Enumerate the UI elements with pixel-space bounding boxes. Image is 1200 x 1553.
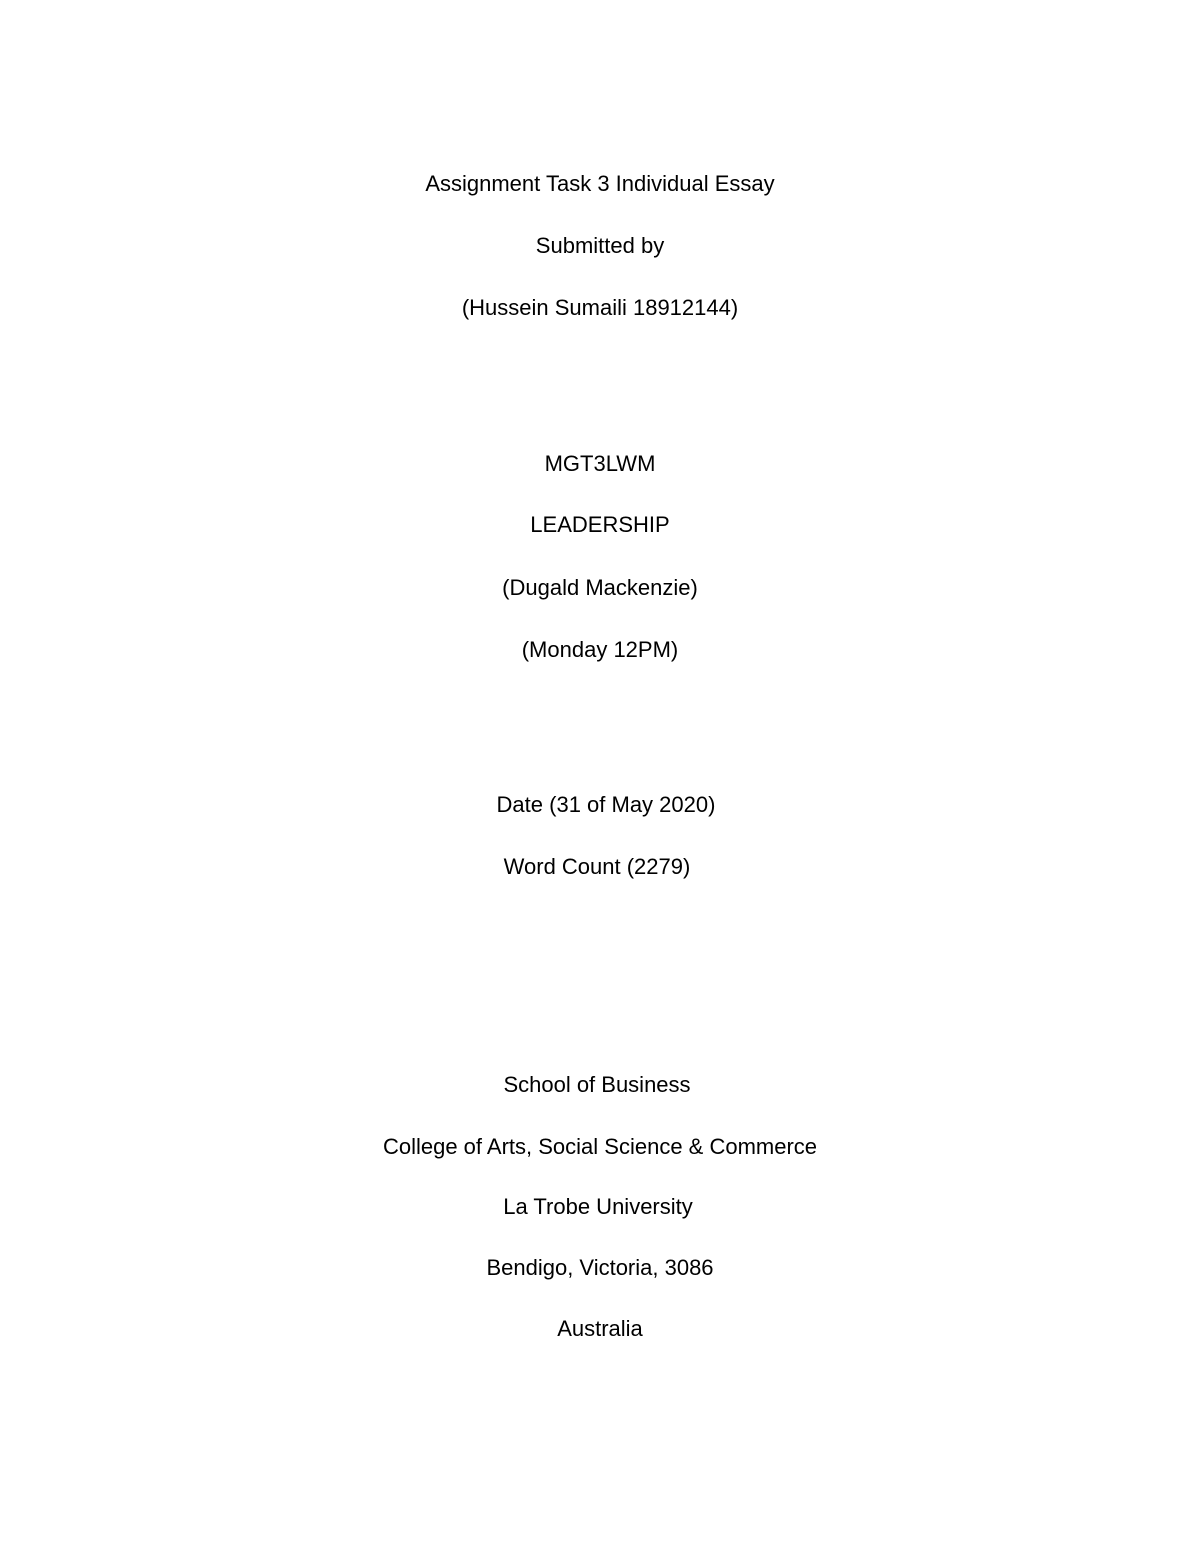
submission-date: Date (31 of May 2020) — [496, 792, 716, 817]
college-name: College of Arts, Social Science & Commerce — [382, 1134, 818, 1159]
university-name: La Trobe University — [503, 1194, 693, 1219]
subject-code: MGT3LWM — [544, 451, 656, 476]
class-time: (Monday 12PM) — [521, 637, 679, 662]
subject-name: LEADERSHIP — [530, 512, 670, 537]
lecturer-name: (Dugald Mackenzie) — [502, 575, 698, 600]
university-location: Bendigo, Victoria, 3086 — [486, 1255, 714, 1280]
word-count: Word Count (2279) — [503, 854, 691, 879]
assignment-title: Assignment Task 3 Individual Essay — [425, 171, 775, 196]
submitted-by-label: Submitted by — [535, 233, 665, 258]
author-name-id: (Hussein Sumaili 18912144) — [461, 295, 739, 320]
school-name: School of Business — [503, 1072, 691, 1097]
country-name: Australia — [557, 1316, 643, 1341]
